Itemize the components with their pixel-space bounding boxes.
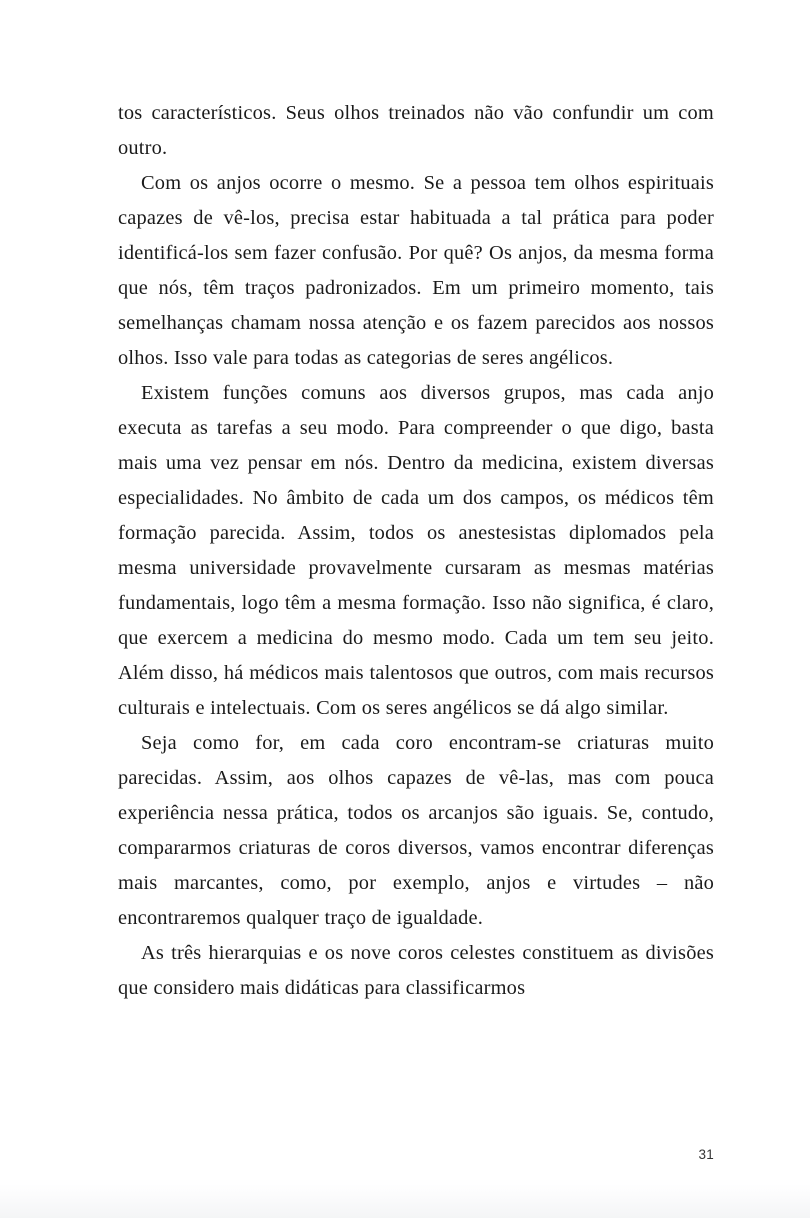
paragraph-funcoes-comuns: Existem funções comuns aos diversos grupos, mas cada anjo executa as tarefas a seu modo. Para compreender o que digo, basta mais uma vez pensar em nós. Dentro da medicina, existem diversas especialidades. No âmbito de cada um dos campos, os médicos têm formação parecida. Assim, todos os anestesistas diplomados pela mesma universidade provavelmente cursaram as mesmas matérias fundamentais, logo têm a mesma formação. Isso não significa, é claro, que exercem a medicina do mesmo modo. Cada um tem seu jeito. Além disso, há médicos mais talentosos que outros, com mais recursos culturais e intelectuais. Com os seres angélicos se dá algo similar.: [118, 382, 714, 719]
paragraph-tres-hierarquias: As três hierarquias e os nove coros celestes constituem as divisões que considero mais didáticas para classificarmos: [118, 942, 714, 999]
page-text-column: [118, 96, 714, 1006]
paragraph-seja-como-for: Seja como for, em cada coro encontram-se criaturas muito parecidas. Assim, aos olhos capazes de vê-las, mas com pouca experiência nessa prática, todos os arcanjos são iguais. Se, contudo, compararmos criaturas de coros diversos, vamos encontrar diferenças mais marcantes, como, por exemplo, anjos e virtudes – não encontraremos qualquer traço de igualdade.: [118, 732, 714, 929]
page-bottom-edge-shading: [0, 1184, 810, 1218]
paragraph-continuation: tos característicos. Seus olhos treinados não vão confundir um com outro.: [118, 102, 714, 159]
paragraph-anjos-ocorre-mesmo: Com os anjos ocorre o mesmo. Se a pessoa tem olhos espirituais capazes de vê-los, precisa estar habituada a tal prática para poder identificá-los sem fazer confusão. Por quê? Os anjos, da mesma forma que nós, têm traços padronizados. Em um primeiro momento, tais semelhanças chamam nossa atenção e os fazem parecidos aos nossos olhos. Isso vale para todas as categorias de seres angélicos.: [118, 172, 714, 369]
page-number: 31: [698, 1147, 714, 1162]
